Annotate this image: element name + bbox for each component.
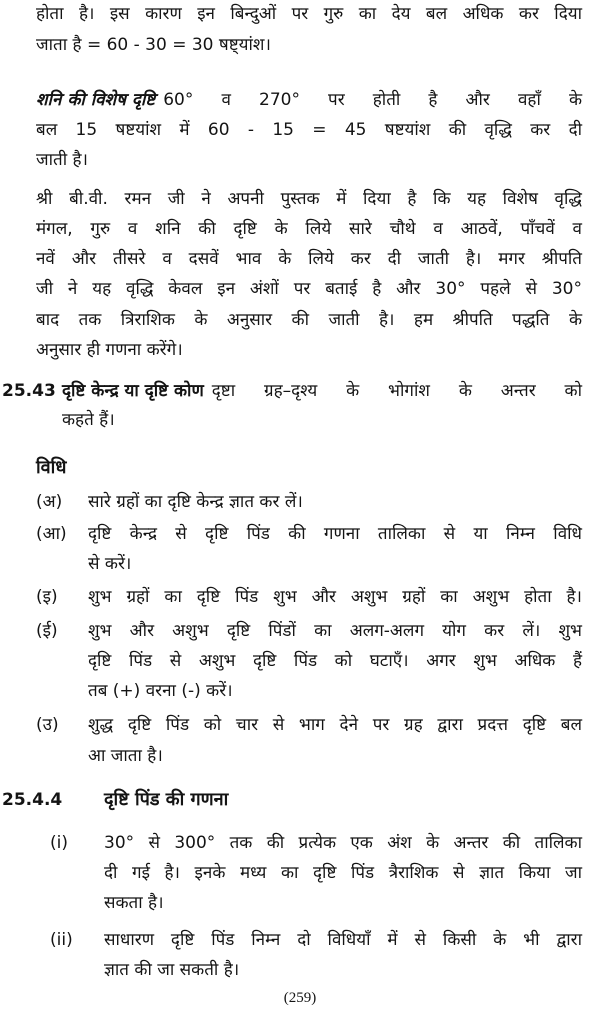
text-segment: दृष्टा ग्रह–दृश्य के भोगांश के अन्तर को: [211, 381, 582, 401]
list-item-text: दी गई है। इनके मध्य का दृष्टि पिंड त्रैराशिक से ज्ञात किया जा: [104, 863, 582, 883]
text-line: मंगल, गुरु व शनि की दृष्टि के लिये सारे चौथे व आठवें, पाँचवें व: [36, 219, 582, 239]
list-label: (आ): [36, 524, 67, 544]
text-line: [62, 379, 582, 403]
list-label: (अ): [36, 492, 63, 512]
section-term: दृष्टि केन्द्र या दृष्टि कोण: [62, 381, 204, 401]
list-item-text: शुभ और अशुभ दृष्टि पिंडों का अलग-अलग योग कर लें। शुभ: [88, 621, 582, 641]
list-item-text: 30° से 300° तक की प्रत्येक एक अंश के अन्तर की तालिका: [104, 833, 582, 853]
list-label: (ई): [36, 621, 58, 641]
text-line: जाती है।: [36, 150, 88, 170]
list-item-text: सकता है।: [104, 893, 164, 913]
section-number: 25.4.4: [2, 790, 63, 810]
text-line: जी ने यह वृद्धि केवल इन अंशों पर बताई है और 30° पहले से 30°: [36, 279, 582, 299]
text-line: नवें और तीसरे व दसवें भाव के लिये कर दी जाती है। मगर श्रीपति: [36, 249, 582, 269]
section-number: 25.43: [2, 381, 56, 401]
list-label: (ii): [50, 930, 73, 950]
list-item-text: से करें।: [88, 554, 132, 574]
list-item-text: दृष्टि केन्द्र से दृष्टि पिंड की गणना तालिका से या निम्न विधि: [88, 524, 582, 544]
text-line: बल 15 षष्टयांश में 60 - 15 = 45 षष्टयांश की वृद्धि कर दी: [36, 120, 582, 140]
list-item-text: आ जाता है।: [88, 746, 163, 766]
list-item-text: दृष्टि पिंड से अशुभ दृष्टि पिंड को घटाएँ। अगर शुभ अधिक हैं: [88, 651, 582, 671]
text-line: [36, 88, 582, 112]
section-title: दृष्टि पिंड की गणना: [104, 789, 229, 810]
list-item-text: ज्ञात की जा सकती है।: [104, 960, 240, 980]
list-item-text: शुभ ग्रहों का दृष्टि पिंड शुभ और अशुभ ग्रहों का अशुभ होता है।: [88, 587, 582, 607]
text-line: होता है। इस कारण इन बिन्दुओं पर गुरु का देय बल अधिक कर दिया: [36, 4, 582, 24]
subheading-vidhi: विधि: [36, 457, 67, 478]
list-item-text: साधारण दृष्टि पिंड निम्न दो विधियाँ में से किसी के भी द्वारा: [104, 930, 582, 950]
list-item-text: सारे ग्रहों का दृष्टि केन्द्र ज्ञात कर लें।: [88, 492, 303, 512]
list-label: (उ): [36, 715, 59, 735]
text-line: श्री बी.वी. रमन जी ने अपनी पुस्तक में दिया है कि यह विशेष वृद्धि: [36, 189, 582, 209]
text-line: बाद तक त्रिराशिक के अनुसार की जाती है। हम श्रीपति पद्धति के: [36, 310, 582, 330]
list-item-text: तब (+) वरना (-) करें।: [88, 681, 233, 701]
text-line: जाता है = 60 - 30 = 30 षष्ट्यांश।: [36, 35, 271, 55]
text-line: अनुसार ही गणना करेंगे।: [36, 340, 183, 360]
list-label: (इ): [36, 587, 58, 607]
text-segment: 60° व 270° पर होती है और वहाँ के: [163, 90, 582, 110]
page-number: (259): [283, 990, 317, 1006]
list-item-text: शुद्ध दृष्टि पिंड को चार से भाग देने पर ग्रह द्वारा प्रदत्त दृष्टि बल: [88, 715, 582, 735]
text-line: कहते हैं।: [62, 410, 115, 430]
emphasis-term: शनि की विशेष दृष्टि: [36, 90, 156, 110]
list-label: (i): [50, 833, 68, 853]
